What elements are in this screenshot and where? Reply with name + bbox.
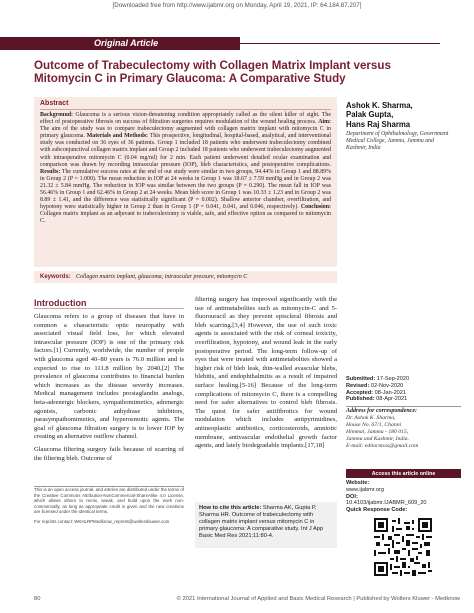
section-label: Original Article [94,38,159,48]
abstract-text [40,112,331,226]
date-row: Submitted: 17-Sep-2020 [346,376,410,382]
keywords-box [34,271,337,283]
keywords-text: Collagen matrix implant, glaucoma, intraocular pressure, mitomycin C [76,273,248,280]
results-label: Results: [40,168,61,175]
correspondence-divider [346,406,461,407]
access-online-info [346,480,461,514]
band-rule [240,43,440,44]
introduction-heading: Introduction [34,298,87,308]
date-row: Revised: 02-Nov-2020 [346,382,404,389]
page-footer [34,596,460,606]
materials-text: This prospective, longitudinal, hospital-based, analytical, and interventional study was conducted on 36 eyes of 36 patients. Group 1 included 18 patients who underwent trabeculectomy combined with subconjunctival collagen matrix implant and Group 2 included 18 patients who underwent trabeculectomy augmented with intraoperative mitomycin C (0.04 mg/ml) for 2 min. Each patient underwent detailed ocular examination and comparison was drawn by recording intraocular pressure (IOP), bleb characteristics, and postoperative complications. [40,133,331,168]
intro-paragraph-2: Glaucoma filtering surgery fails because of scarring of the filtering bleb. Outcome of [34,445,184,462]
abstract-rule [40,109,331,110]
license-text: This is an open access journal, and articles are distributed under the terms of the Creative Commons Attribution-NonCommercial-ShareAlike 4.0 License, which allows others to remix, tweak, and build upon the work non-commercially, as long as appropriate credit is given and the new creations are licensed under the identical terms. [34,487,184,515]
results-text: The cumulative success rates at the end of our study were similar in two groups, 94.44% in Group 1 and 88.89% in Group 2 (P = 1.000). The mean reduction in IOP at 24 weeks in Group 1 was 18.67 ± 7.59 mmHg and in Group 2 was 21.32 ± 5.84 mmHg. The reduction in IOP was similar between the two groups (P = 0.290). The mean fall in IOP was 56.46% in Group 1 and 62.46% in Group 2 at 24 weeks. Mean bleb score in Group 1 was 10.33 ± 1.23 and in Group 2 was 8.89 ± 1.41, and the difference was statistically significant (P = 0.002). Shallow anterior chamber, overfiltration, and hypotony were statistically higher in Group 2 than in Group 1 (P = 0.041, 0.041, and 0.046, respectively). [40,168,331,211]
reprints-contact: For reprints contact: WKHLRPMedknow_reprints@wolterskluwer.com [34,518,170,524]
abstract-heading: Abstract [40,100,69,107]
intro-paragraph-1: Glaucoma refers to a group of diseases that have in common a characteristic optic neuropathy with associated visual field loss, for which elevated intraocular pressure (IOP) is one of the primary risk factors.[1] Currently, worldwide, the number of people with glaucoma aged 40–80 years is 76.0 million and is expected to rise to 111.8 million by 2040.[2] The prevalence of glaucoma contributes to financial burden which increases as the disease severity increases. Medical management includes prostaglandin analogs, beta-adrenergic blockers, sympathomimetics, adrenergic agonists, carbonic anhydrase inhibitors, parasympathomimetics, and hyperosmotic agents. The goal of glaucoma filtration surgery is to lower IOP by creating an alternative outflow channel. [34,313,184,441]
qr-label: Quick Response Code: [346,507,408,514]
article-type-band [0,37,474,50]
conclusion-text: Collagen matrix implant as an adjuvant to trabeculectomy is viable, safe, and effective option as compared to mitomycin C. [40,211,331,225]
date-row: Accepted: 08-Jan-2021 [346,389,407,396]
author-name: Ashok K. Sharma, [346,101,413,110]
conclusion-label: Conclusion: [300,204,331,211]
body-column-left [34,313,184,467]
license-box [34,487,184,544]
correspondence-address: Dr. Ashok K. Sharma, House No. 67/1, Channi Himmat, Jammu - 180 015, Jammu and Kashmir, India. E-mail: editormsss@gmail.com [346,415,461,450]
author-affiliation: Department of Ophthalmology, Government Medical College, Jammu, Jammu and Kashmir, India [346,131,449,151]
abstract-box [34,97,337,267]
aim-label: Aim: [318,119,331,126]
introduction-rule [34,308,184,309]
access-online-header: Access this article online [346,469,461,478]
qr-code-icon[interactable] [374,518,432,576]
citation-box [195,502,337,548]
body-column-right [195,296,337,451]
doi-label: DOI: [346,493,358,500]
article-dates [346,376,461,403]
date-row: Published: 08-Apr-2021 [346,396,408,403]
correspondence-heading: Address for correspondence: [346,408,417,414]
cite-text: Sharma AK, Gupta P, Sharma HR. Outcome of trabeculectomy with collagen matrix implant versus mitomycin C in primary glaucoma: A comparative study. Int J App Basic Med Res 2021;11:80-4. [199,505,324,539]
author-list [346,101,456,129]
correspondence-email[interactable]: E-mail: editormsss@gmail.com [346,442,419,449]
background-label: Background: [40,112,73,118]
footer-copyright: © 2021 International Journal of Applied and Basic Medical Research | Published by Wolters Kluwer - Medknow [176,596,460,602]
website-link[interactable]: www.ijabmr.org [346,486,384,493]
cite-label: How to cite this article: [199,505,262,511]
background-text: Glaucoma is a serious vision-threatening condition appropriately called as the silent killer of sight. The effect of postoperative fibrosis on success of filtration surgeries requires modulation of the wound healing process. [40,112,331,126]
author-name: Hans Raj Sharma [346,119,411,129]
intro-paragraph-continued: filtering surgery has improved significantly with the use of antimetabolites such as mitomycin-C and 5-fluorouracil as they prevent episcleral fibrosis and bleb scarring.[3,4] However, the use of such toxic agents is associated with the risk of corneal toxicity, overfiltration, hypotony, and wound leak in the early postoperative period. The long-term follow-up of eyes that were treated with antimetabolites showed a higher risk of bleb leak, thin-walled avascular blebs, blebitis, and endophthalmitis as a result of impaired surface healing.[5-16] Because of the long-term complications of mitomycin C, there is a compelling need for safer alternatives to control bleb fibrosis. The quest for safer antifibrotics for wound modulation which includes antipyrimidines, antineoplastic antibiotics, corticosteroids, amniotic membrane, antivascular endothelial growth factor agents, and lately biodegradable implants.[17,18] [195,296,337,450]
materials-label: Materials and Methods: [86,133,149,140]
aim-text: The aim of the study was to compare trabeculectomy augmented with collagen matrix implant with mitomycin C in primary glaucoma. [40,126,331,140]
author-name: Palak Gupta, [346,110,394,120]
download-note: [Downloaded free from http://www.ijabmr.org on Monday, April 19, 2021, IP: 64.184.87.207] [112,2,362,9]
doi-link[interactable]: 10.4103/ijabmr.IJABMR_609_20 [346,500,427,507]
keywords-label: Keywords: [40,273,71,280]
article-title: Outcome of Trabeculectomy with Collagen Matrix Implant versus Mitomycin C in Primary Glaucoma: A Comparative Study [34,59,391,85]
website-label: Website: [346,480,370,486]
page-number: 80 [34,596,41,602]
